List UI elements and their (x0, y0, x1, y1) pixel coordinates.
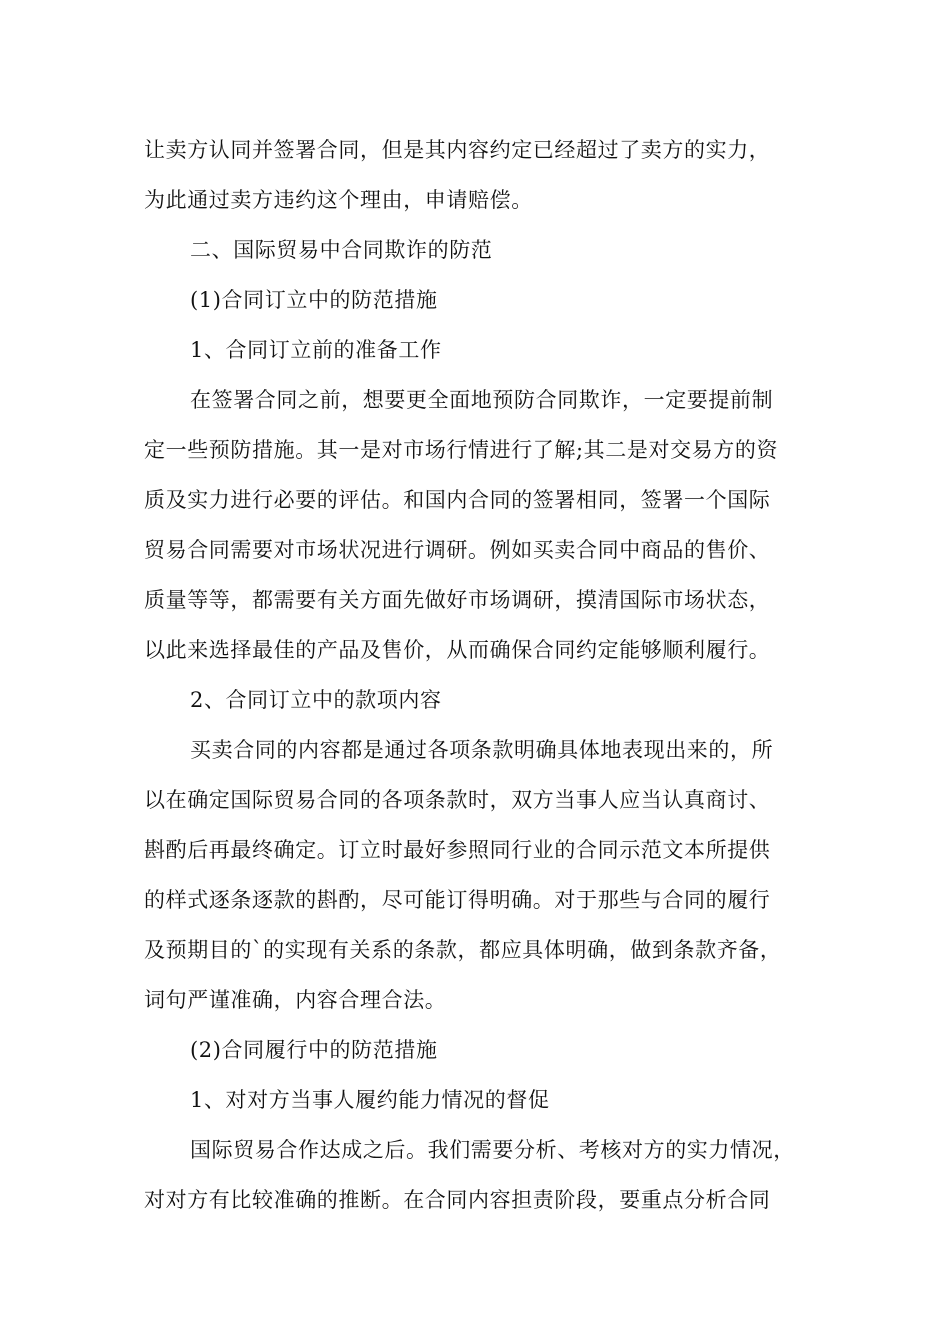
item-heading: 1、对对方当事人履约能力情况的督促 (190, 1088, 550, 1112)
body-text-line: 质及实力进行必要的评估。和国内合同的签署相同，签署一个国际 (144, 488, 771, 512)
subsection-heading: (2)合同履行中的防范措施 (190, 1038, 438, 1062)
body-text-line: 让卖方认同并签署合同，但是其内容约定已经超过了卖方的实力， (144, 138, 771, 162)
section-heading: 二、国际贸易中合同欺诈的防范 (190, 238, 493, 262)
body-text-line: 以在确定国际贸易合同的各项条款时，双方当事人应当认真商讨、 (144, 788, 771, 812)
body-text-line: 定一些预防措施。其一是对市场行情进行了解;其二是对交易方的资 (144, 438, 779, 462)
body-text-line: 在签署合同之前，想要更全面地预防合同欺诈，一定要提前制 (190, 388, 774, 412)
body-text-line: 对对方有比较准确的推断。在合同内容担责阶段，要重点分析合同 (144, 1188, 771, 1212)
item-heading: 1、合同订立前的准备工作 (190, 338, 442, 362)
body-text-line: 国际贸易合作达成之后。我们需要分析、考核对方的实力情况， (190, 1138, 795, 1162)
body-text-line: 质量等等，都需要有关方面先做好市场调研，摸清国际市场状态， (144, 588, 771, 612)
body-text-line: 斟酌后再最终确定。订立时最好参照同行业的合同示范文本所提供 (144, 838, 771, 862)
body-text-line: 的样式逐条逐款的斟酌，尽可能订得明确。对于那些与合同的履行 (144, 888, 771, 912)
body-text-line: 贸易合同需要对市场状况进行调研。例如买卖合同中商品的售价、 (144, 538, 771, 562)
body-text-line: 及预期目的`的实现有关系的条款，都应具体明确，做到条款齐备， (144, 938, 782, 962)
body-text-line: 以此来选择最佳的产品及售价，从而确保合同约定能够顺利履行。 (144, 638, 771, 662)
body-text-line: 词句严谨准确，内容合理合法。 (144, 988, 447, 1012)
body-text-line: 为此通过卖方违约这个理由，申请赔偿。 (144, 188, 533, 212)
body-text-line: 买卖合同的内容都是通过各项条款明确具体地表现出来的，所 (190, 738, 774, 762)
subsection-heading: (1)合同订立中的防范措施 (190, 288, 438, 312)
item-heading: 2、合同订立中的款项内容 (190, 688, 442, 712)
